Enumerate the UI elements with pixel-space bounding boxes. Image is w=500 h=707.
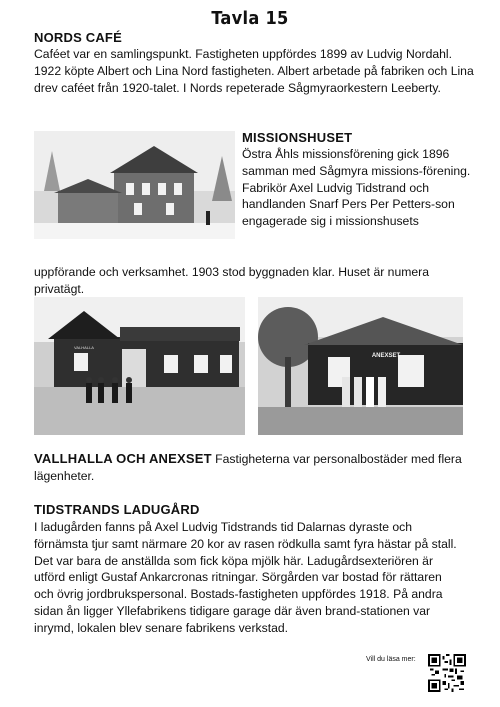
page-title: Tavla 15	[211, 8, 289, 29]
heading-nords-cafe: NORDS CAFÉ	[34, 30, 122, 45]
heading-vallhalla: VALLHALLA OCH ANEXSET	[34, 451, 212, 466]
heading-missionshuset: MISSIONSHUSET	[242, 130, 353, 145]
anexset-photo-image	[258, 297, 463, 435]
qr-label: Vill du läsa mer:	[366, 656, 416, 663]
photo-missionshuset	[34, 131, 235, 239]
text-tidstrands-ladugard: I ladugården fanns på Axel Ludvig Tidstrands tid Dalarnas dyraste och förnämsta tjur samt närmare 20 kor av rasen rödkulla samt fyra hästar på stall. Det var bara de anställda som fick köpa mjölk här. Ladugårdsexteriören är utförd enligt Gustaf Ankarcronas ritningar. Sörgården var bostad för rättaren och övrig jordbrukspersonal. Bostads-fastigheten uppfördes 1918. På andra sidan ån ligger Yllefabrikens tidigare garage där även brand-stationen var inrymd, lokalen blev senare fabrikens verkstad.	[34, 520, 457, 635]
text-missionshuset-part2: uppförande och verksamhet. 1903 stod byggnaden klar. Huset är numera privatägt.	[34, 265, 429, 296]
body-vallhalla: Fastigheterna var personalbostäder med flera lägenheter.	[34, 452, 462, 483]
anexset-sign: ANEXSET	[371, 353, 401, 359]
missionshuset-photo-image	[34, 131, 235, 239]
text-vallhalla	[34, 451, 474, 485]
vallhalla-photo-image	[34, 297, 245, 435]
heading-tidstrands-ladugard: TIDSTRANDS LADUGÅRD	[34, 502, 200, 517]
photo-anexset	[258, 297, 463, 435]
text-nords-cafe: Caféet var en samlingspunkt. Fastigheten uppfördes 1899 av Ludvig Nordahl. 1922 köpte Albert och Lina Nord fastigheten. Albert arbetade på fabriken och Lina drev caféet från 1920-talet. I Nords repeterade Sågmyraorkestern Leeberty.	[34, 47, 474, 95]
text-missionshuset-part1: Östra Åhls missionsförening gick 1896 samman med Sågmyra missions-förening. Fabrikör Axel Ludvig Tidstrand och handlanden Snarf Pers Per Petters-son engagerade sig i missionshusets	[242, 147, 471, 229]
qr-code-icon[interactable]	[428, 654, 466, 692]
valhalla-sign: VALHALLA	[74, 345, 94, 350]
photo-vallhalla	[34, 297, 245, 435]
